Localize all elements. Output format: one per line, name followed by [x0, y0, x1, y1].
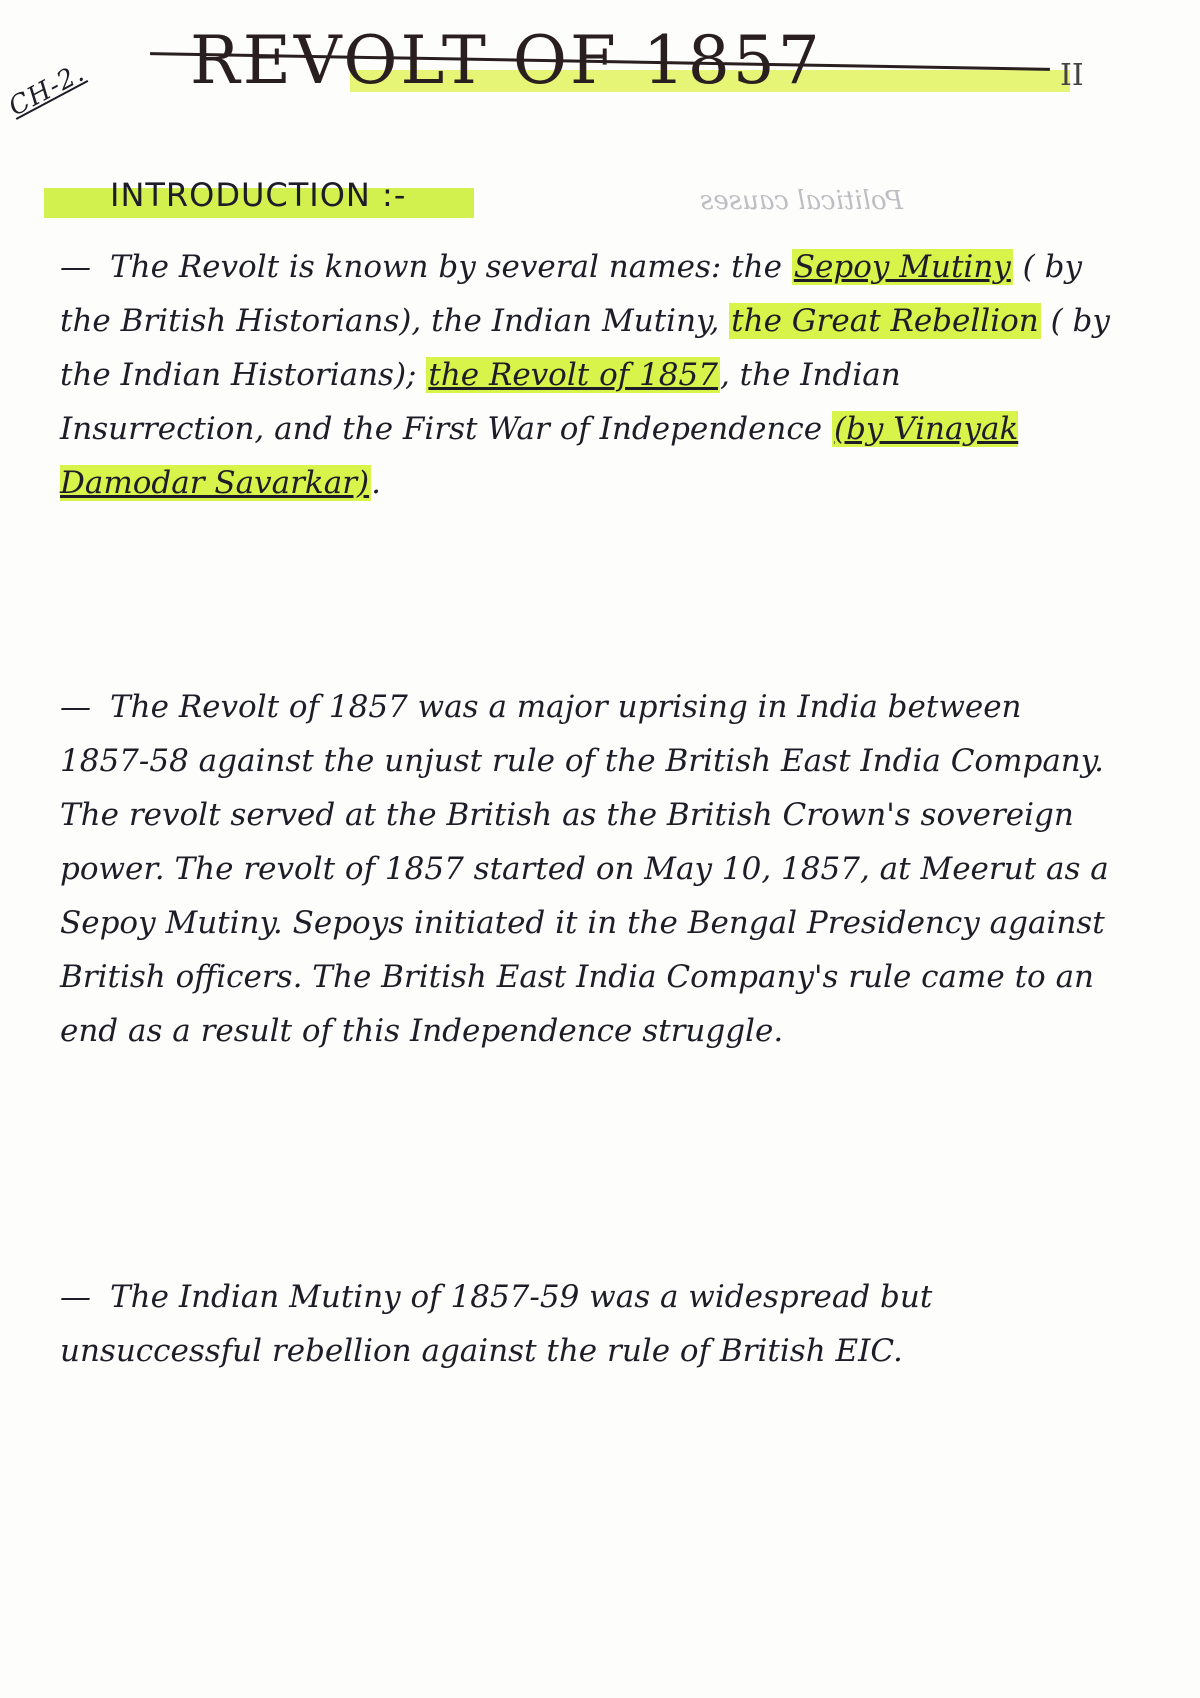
bleed-through-text: Political causes [700, 186, 904, 216]
paragraph-1 [60, 240, 1110, 510]
section-heading-block [44, 176, 484, 218]
para1-text-5: . [371, 465, 381, 501]
bullet-dash: — [60, 689, 91, 725]
para1-text-4: , the Indian Insurrection, and the First War of Independence [60, 357, 901, 447]
para1-text-3: ( by the Indian Historians); [60, 303, 1110, 393]
paragraph-3 [60, 1270, 1110, 1378]
para1-text-2: ( by the British Historians), the Indian Mutiny, [60, 249, 1082, 339]
title-mark: II [1060, 58, 1084, 93]
para1-text-1: The Revolt is known by several names: the [110, 249, 792, 285]
bullet-dash: — [60, 1279, 91, 1315]
highlight-sepoy-mutiny: Sepoy Mutiny [793, 249, 1011, 285]
paragraph-2 [60, 680, 1110, 1058]
para3-text: The Indian Mutiny of 1857-59 was a widespread but unsuccessful rebellion against the rule of British EIC. [60, 1279, 933, 1369]
page-title: REVOLT OF 1857 [190, 22, 823, 99]
chapter-tag: CH-2. [4, 57, 90, 123]
bullet-dash: — [60, 249, 91, 285]
para2-text: The Revolt of 1857 was a major uprising in India between 1857-58 against the unjust rule of the British East India Company. The revolt served at the British as the British Crown's sovereign power. The revolt of 1857 started on May 10, 1857, at Meerut as a Sepoy Mutiny. Sepoys initiated it in the Bengal Presidency against British officers. The British East India Company's rule came to an end as a result of this Independence struggle. [60, 689, 1109, 1049]
section-heading: INTRODUCTION :- [110, 176, 407, 214]
highlight-savarkar: (by Vinayak Damodar Savarkar) [60, 411, 1019, 501]
highlight-revolt-1857: the Revolt of 1857 [428, 357, 718, 393]
highlight-great-rebellion: the Great Rebellion [731, 303, 1039, 339]
title-block [150, 22, 1084, 102]
